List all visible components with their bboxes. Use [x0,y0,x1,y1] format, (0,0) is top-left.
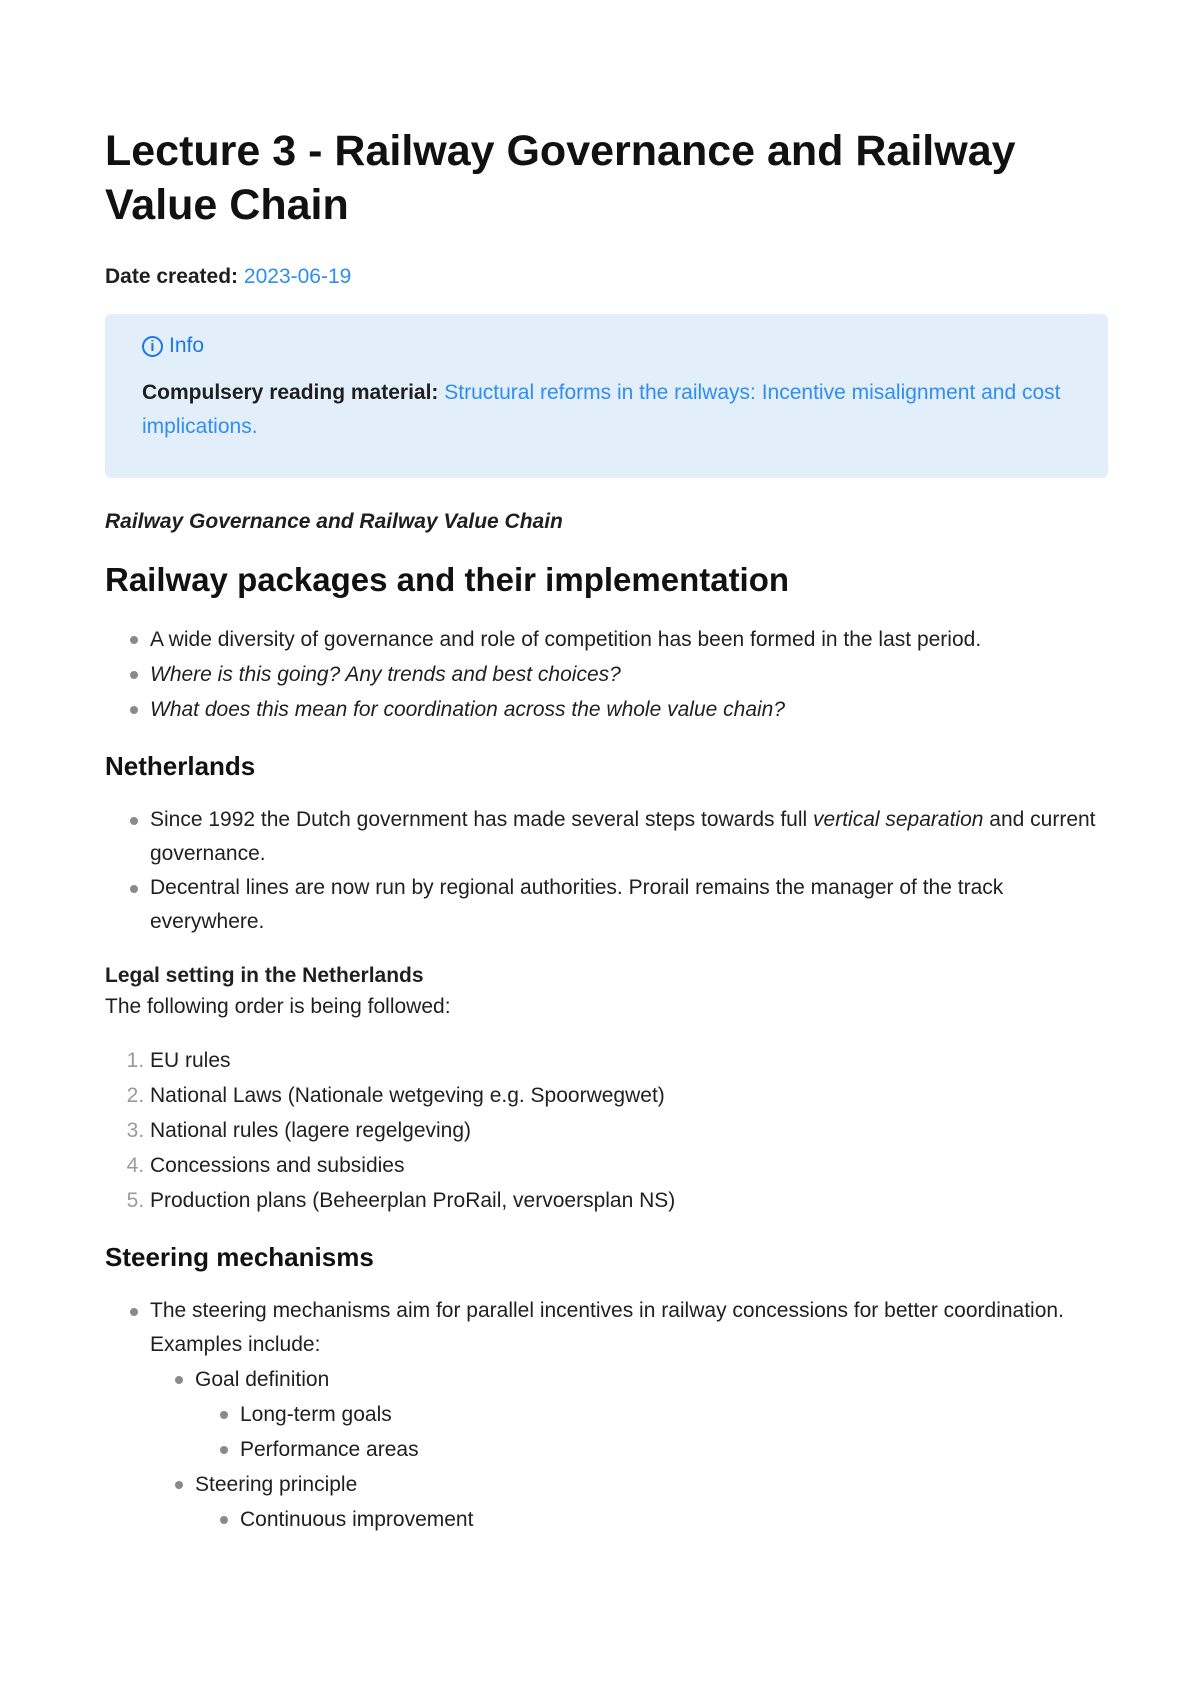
goal-sublist [195,1397,1108,1467]
section-subtitle: Railway Governance and Railway Value Chain [105,510,563,533]
steering-list [105,1294,1108,1537]
text-run: Since 1992 the Dutch government has made several steps towards full [150,808,814,831]
list-item: What does this mean for coordination across the whole value chain? [150,692,1108,727]
legal-intro: The following order is being followed: [105,995,451,1018]
reading-label: Compulsery reading material: [142,381,439,404]
text-run: and current governance. [150,808,1096,865]
list-item [150,1294,1108,1537]
list-item: Where is this going? Any trends and best choices? [150,657,1108,692]
goal-definition: Goal definition [195,1368,330,1391]
callout-body [142,376,1070,444]
steering-sublist [150,1362,1108,1537]
list-item: Decentral lines are now run by regional authorities. Prorail remains the manager of the track everywhere. [150,871,1108,939]
callout-header [142,334,1070,358]
info-callout [105,314,1108,478]
list-item: Continuous improvement [240,1502,1108,1537]
steering-principle: Steering principle [195,1473,358,1496]
info-icon: i [142,336,163,357]
heading-legal-setting: Legal setting in the Netherlands [105,964,424,987]
list-item [195,1362,1108,1467]
list-item: 2. National Laws (Nationale wetgeving e.g. Spoorwegwet) [150,1078,1108,1113]
list-item [195,1467,1108,1537]
heading-netherlands: Netherlands [105,751,256,781]
list-item [150,803,1108,871]
list-item: Performance areas [240,1432,1108,1467]
date-created [105,262,1108,292]
steering-item-text: The steering mechanisms aim for parallel incentives in railway concessions for better coordination. Examples include: [150,1299,1064,1356]
heading-steering: Steering mechanisms [105,1242,374,1272]
date-value[interactable]: 2023-06-19 [243,265,352,288]
heading-railway-packages: Railway packages and their implementation [105,561,790,598]
netherlands-list [105,803,1108,939]
list-item: 1. EU rules [150,1043,1108,1078]
list-item: Long-term goals [240,1397,1108,1432]
callout-title: Info [169,334,205,357]
list-item: A wide diversity of governance and role of competition has been formed in the last period. [150,622,1108,657]
list-item: 4. Concessions and subsidies [150,1148,1108,1183]
principle-sublist [195,1502,1108,1537]
list-item: 5. Production plans (Beheerplan ProRail, vervoersplan NS) [150,1183,1108,1218]
date-label: Date created: [105,265,239,288]
emphasis-text: vertical separation [813,808,984,831]
list-item: 3. National rules (lagere regelgeving) [150,1113,1108,1148]
reading-link[interactable]: Structural reforms in the railways: Incentive misalignment and cost implications. [142,381,1061,438]
legal-order-list [105,1043,1108,1218]
railway-packages-list [105,622,1108,727]
page-title: Lecture 3 - Railway Governance and Railway Value Chain [105,127,1016,229]
